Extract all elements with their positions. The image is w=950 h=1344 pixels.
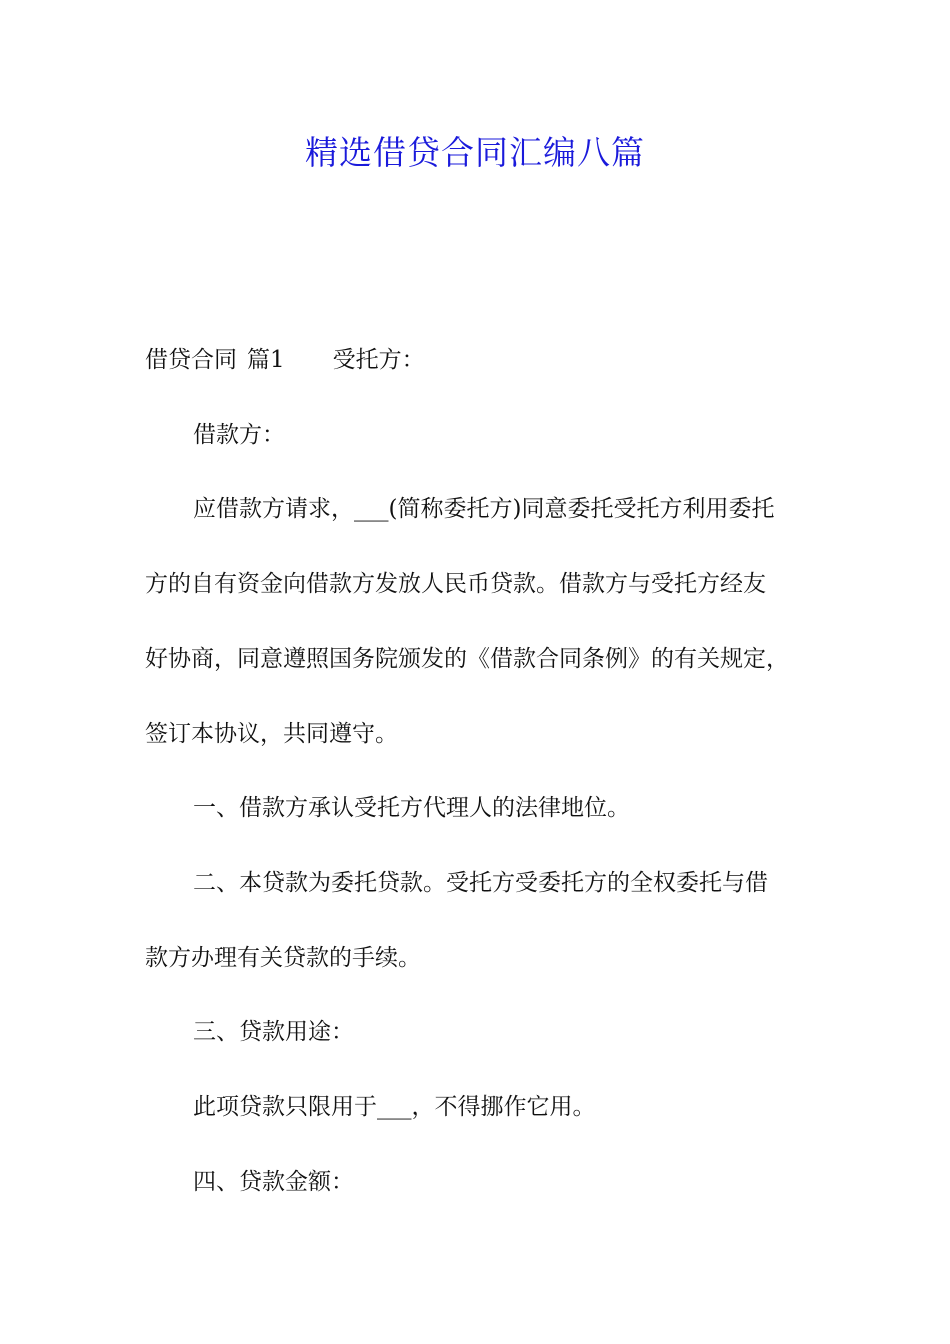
- clause-one: 一、借款方承认受托方代理人的法律地位。: [193, 795, 630, 821]
- paragraph-line: 方的自有资金向借款方发放人民币贷款。借款方与受托方经友: [145, 571, 766, 597]
- paragraph-line: 好协商，同意遵照国务院颁发的《借款合同条例》的有关规定，: [145, 646, 789, 672]
- document-title: 精选借贷合同汇编八篇: [305, 133, 645, 172]
- paragraph-line: 签订本协议，共同遵守。: [145, 721, 398, 747]
- clause-three: 三、贷款用途：: [193, 1019, 354, 1045]
- section-number: 篇1: [247, 347, 285, 373]
- section-label: 借贷合同: [145, 347, 237, 373]
- clause-four: 四、贷款金额：: [193, 1169, 354, 1195]
- clause-three-detail: 此项贷款只限用于___，不得挪作它用。: [193, 1094, 596, 1120]
- section-heading: [145, 342, 425, 378]
- clause-two-continued: 款方办理有关贷款的手续。: [145, 945, 421, 971]
- clause-two: 二、本贷款为委托贷款。受托方受委托方的全权委托与借: [193, 870, 768, 896]
- paragraph-line: 应借款方请求，___(简称委托方)同意委托受托方利用委托: [193, 496, 775, 522]
- trustee-label: 受托方：: [332, 347, 425, 373]
- borrower-label: 借款方：: [193, 422, 285, 448]
